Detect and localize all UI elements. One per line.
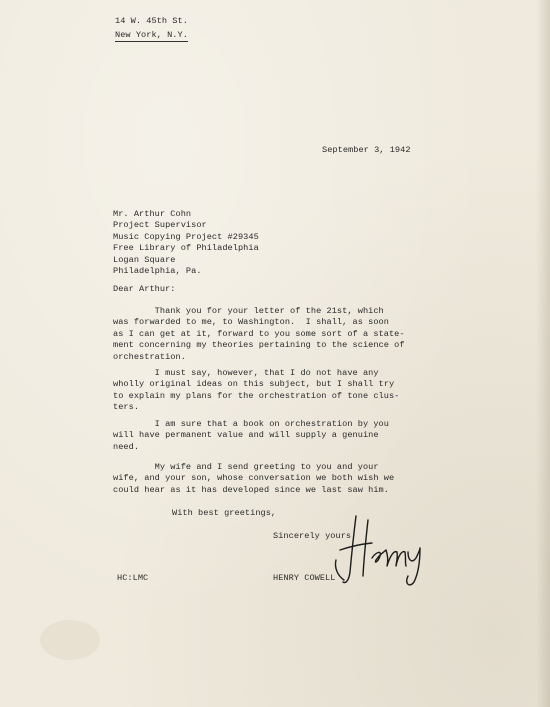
typed-signature-name: HENRY COWELL (273, 573, 336, 583)
sender-city: New York, N.Y. (115, 30, 188, 40)
paragraph-line: orchestration. (113, 351, 186, 362)
recipient-line: Philadelphia, Pa. (113, 266, 202, 277)
paragraph-line: wholly original ideas on this subject, but I shall try (113, 379, 395, 390)
paper-stain (40, 620, 100, 660)
body-paragraph-4 (113, 462, 394, 496)
paragraph-line: was forwarded to me, to Washington. I shall, as soon (113, 317, 389, 328)
salutation: Dear Arthur: (113, 284, 176, 294)
recipient-line: Free Library of Philadelphia (113, 243, 259, 254)
recipient-address-block (113, 209, 259, 277)
paragraph-line: ment concerning my theories pertaining to the science of (113, 340, 405, 351)
body-paragraph-2 (113, 368, 399, 414)
letter-date: September 3, 1942 (322, 145, 411, 155)
handwritten-signature (330, 510, 440, 590)
body-paragraph-3 (113, 419, 389, 453)
sender-address-line1: 14 W. 45th St. (115, 16, 188, 26)
paragraph-line: will have permanent value and will supply a genuine (113, 430, 379, 441)
sender-address-line2 (115, 30, 188, 41)
paragraph-line: Thank you for your letter of the 21st, which (113, 306, 384, 316)
paragraph-line: could hear as it has developed since we last saw him. (113, 484, 389, 495)
paragraph-line: I must say, however, that I do not have any (113, 368, 379, 378)
paragraph-line: to explain my plans for the orchestration of tone clus- (113, 390, 400, 401)
paragraph-line: as I can get at it, forward to you some sort of a state- (113, 328, 405, 339)
page-edge-shadow (536, 0, 550, 707)
typist-initials: HC:LMC (117, 573, 149, 583)
paragraph-line: need. (113, 441, 140, 452)
recipient-line: Logan Square (113, 254, 176, 265)
sign-off: Sincerely yours (273, 531, 352, 541)
body-paragraph-1 (113, 306, 405, 363)
recipient-line: Mr. Arthur Cohn (113, 209, 192, 219)
recipient-line: Music Copying Project #29345 (113, 231, 259, 242)
paragraph-line: I am sure that a book on orchestration by you (113, 419, 389, 429)
paragraph-line: ters. (113, 402, 140, 413)
paragraph-line: wife, and your son, whose conversation we both wish we (113, 473, 395, 484)
closing-greeting: With best greetings, (172, 508, 277, 518)
recipient-line: Project Supervisor (113, 220, 207, 231)
paragraph-line: My wife and I send greeting to you and your (113, 462, 379, 472)
